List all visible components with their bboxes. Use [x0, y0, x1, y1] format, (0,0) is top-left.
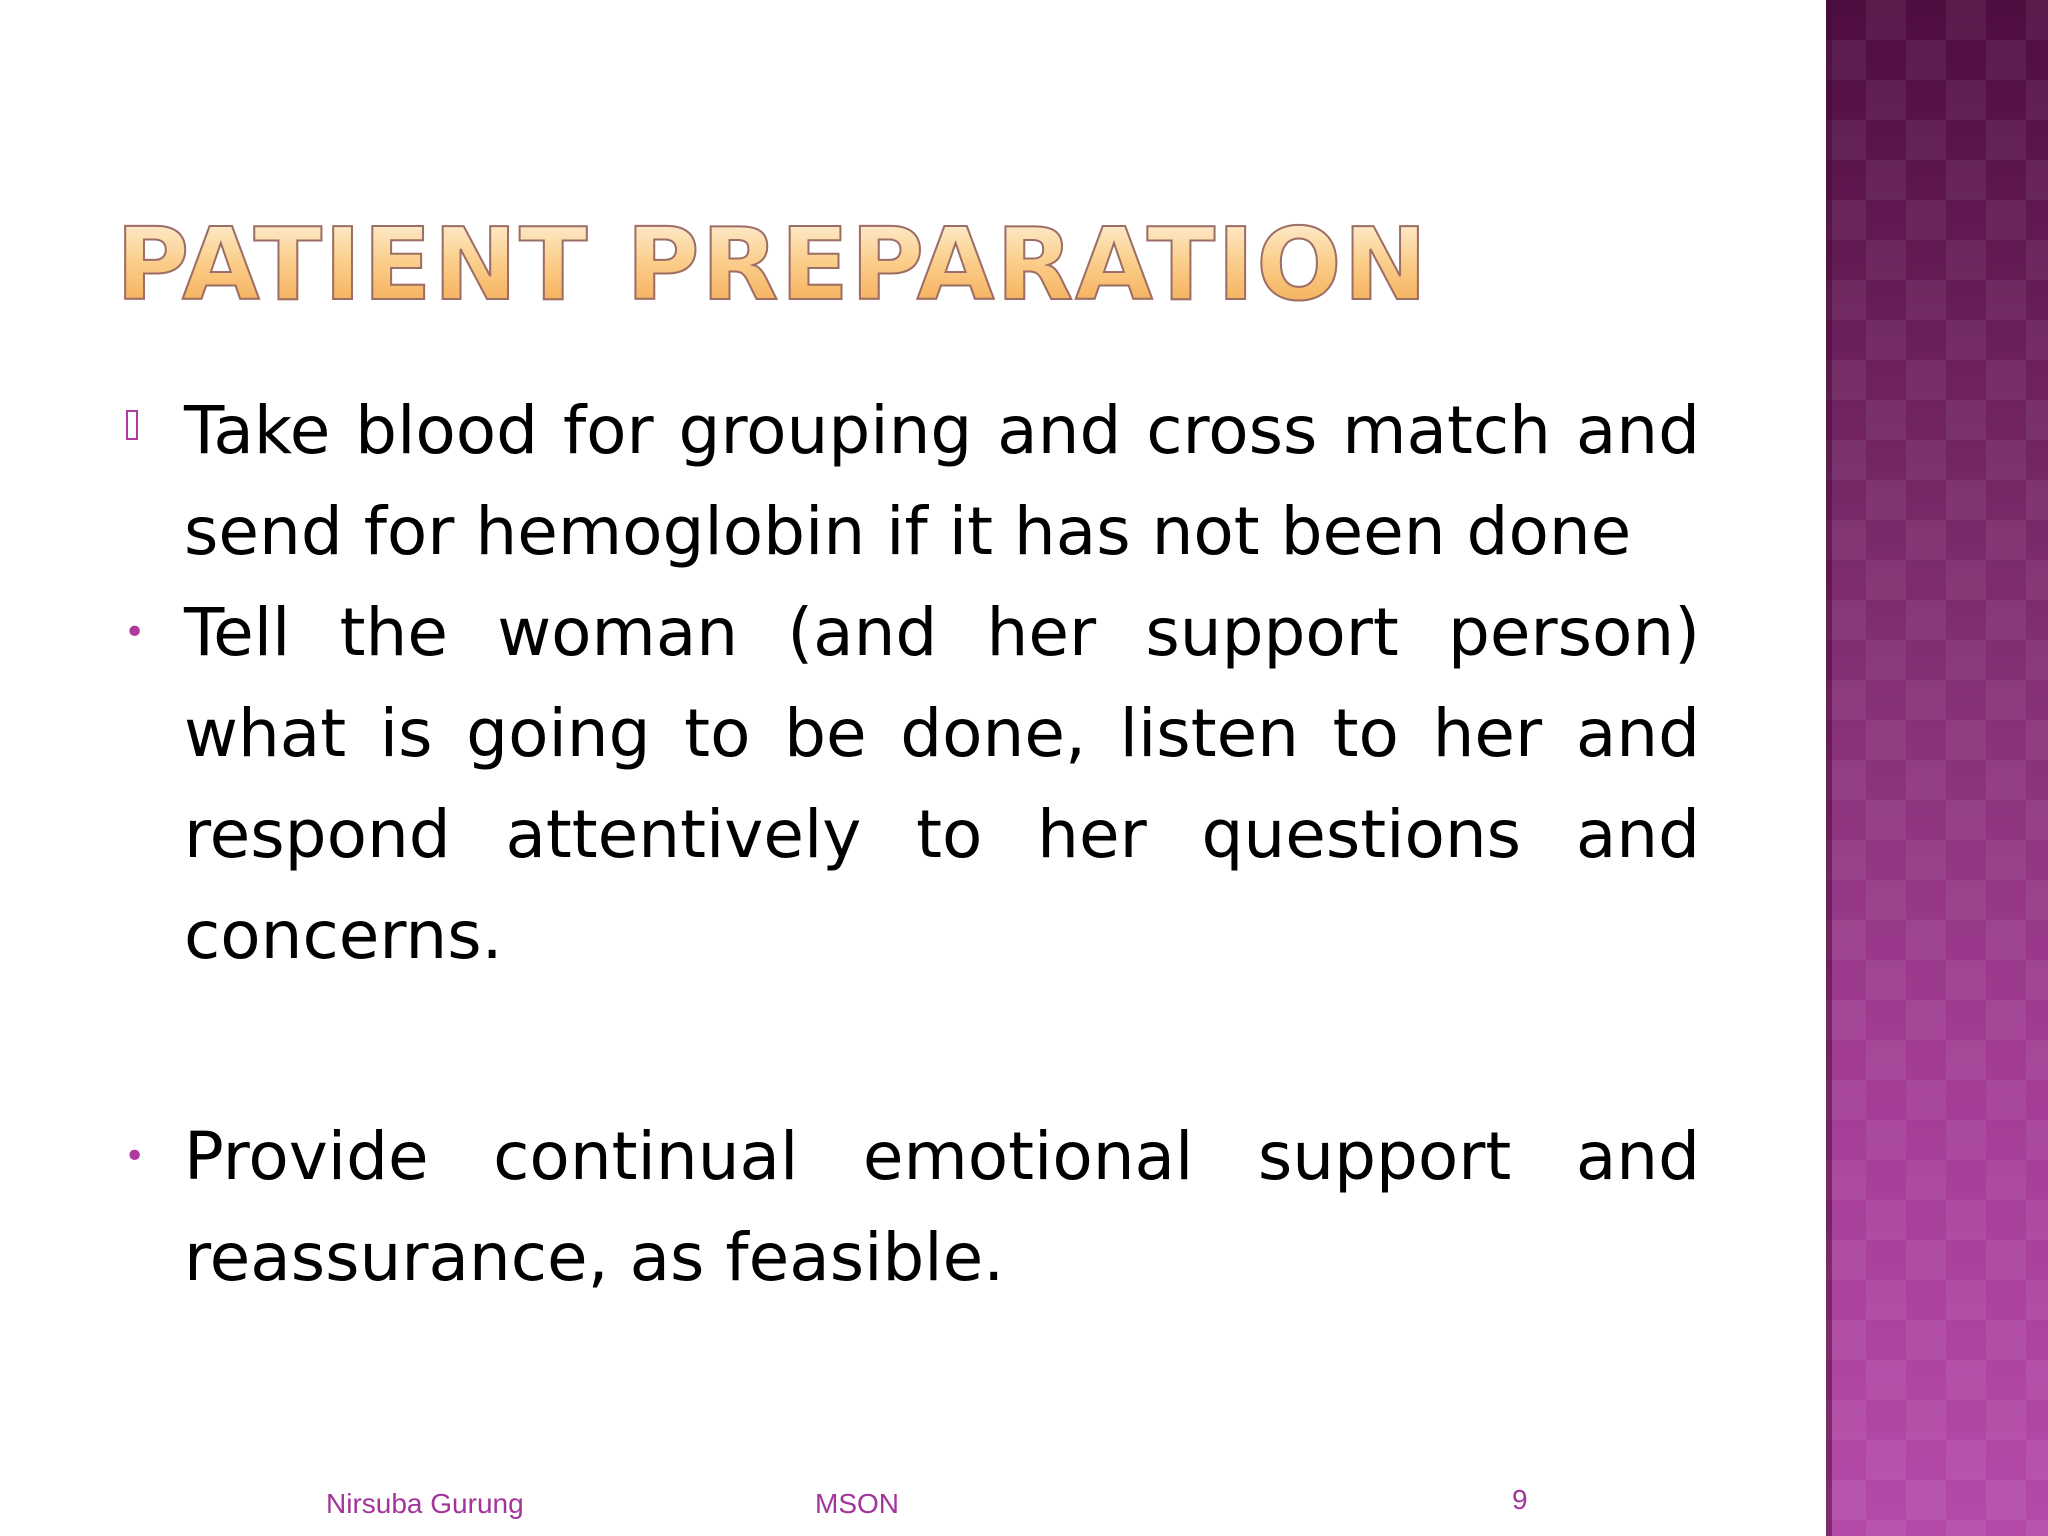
bullet-text: Provide continual emotional support and reassurance, as feasible. — [184, 1118, 1700, 1296]
bullet-text: Tell the woman (and her support person) what is going to be done, listen to her and respond attentively to her questions and concerns. — [184, 594, 1700, 974]
decorative-side-panel — [1826, 0, 2048, 1536]
footer-page-number: 9 — [1512, 1484, 1528, 1515]
dot-bullet-icon: • — [124, 1136, 146, 1177]
dot-bullet-icon: • — [124, 612, 146, 653]
side-panel-edge — [1826, 0, 1832, 1536]
list-spacer — [120, 986, 1700, 1106]
bullet-text: Take blood for grouping and cross match and send for hemoglobin if it has not been done — [184, 392, 1700, 570]
slide-title: PATIENT PREPARATION — [116, 206, 1430, 323]
footer-organization: MSON — [815, 1488, 899, 1519]
bullet-item-tell-woman — [120, 582, 1700, 986]
bullet-item-emotional-support — [120, 1106, 1700, 1308]
footer-author: Nirsuba Gurung — [326, 1488, 524, 1519]
bullet-list — [120, 380, 1700, 1308]
box-bullet-icon — [126, 410, 138, 440]
bullet-item-blood-grouping — [120, 380, 1700, 582]
